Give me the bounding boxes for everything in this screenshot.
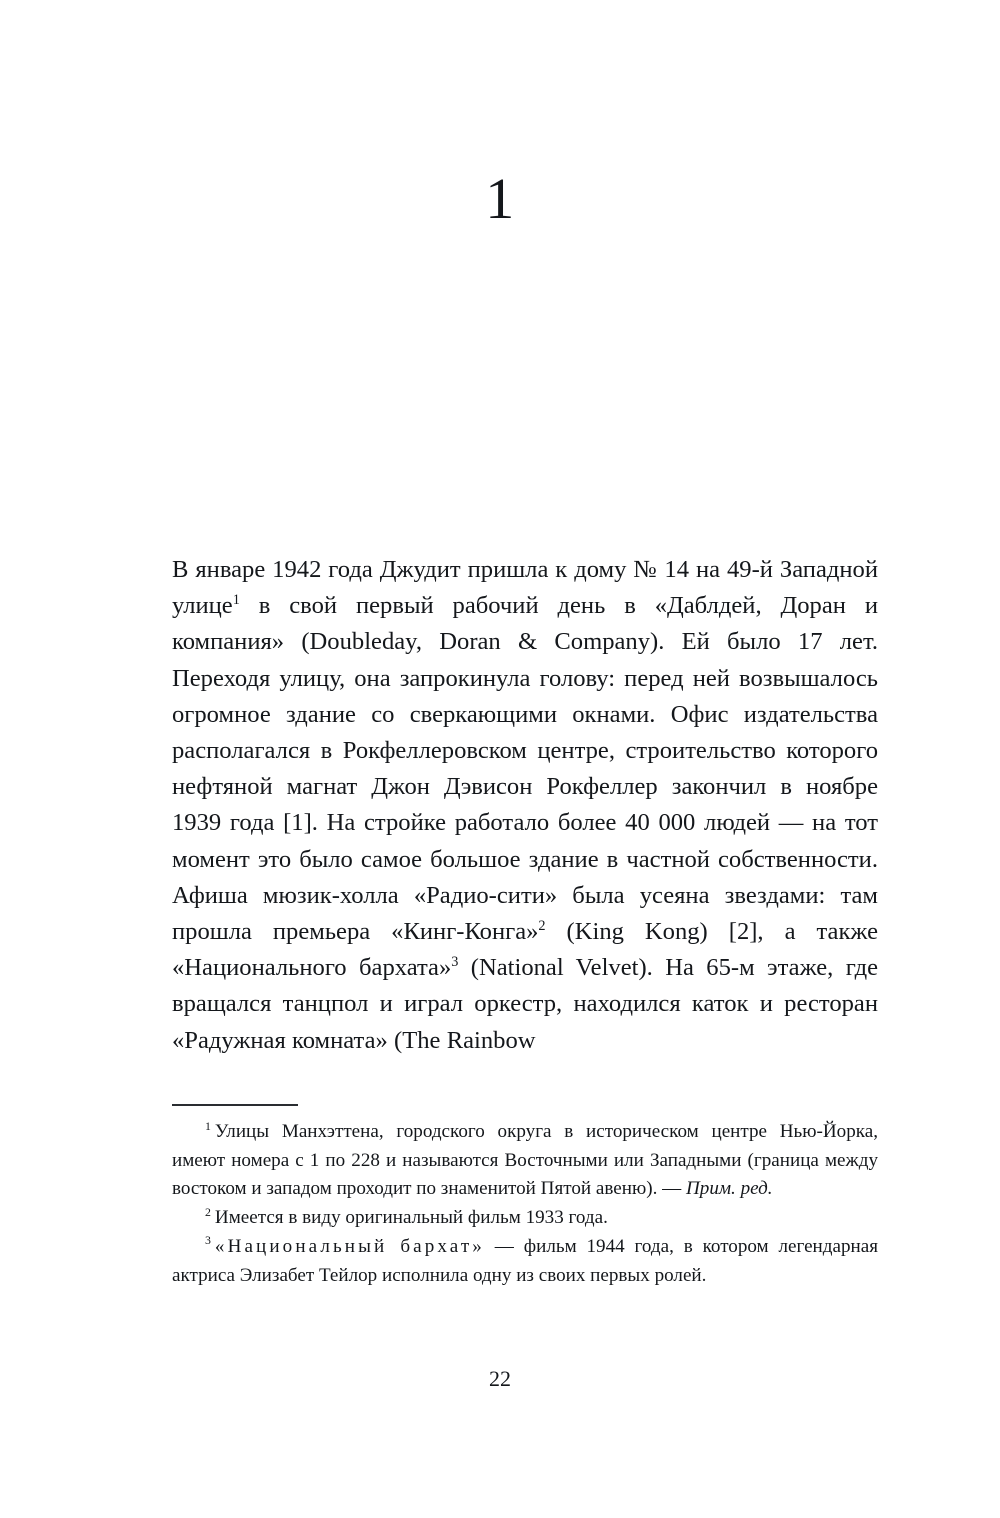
footnote-text-1: Улицы Манхэттена, городского округа в историческом центре Нью-Йорка, имеют номера с 1 по 228 и называются Восточными или Западными (граница между востоком и западом проходит по знаменитой Пятой авеню). — <box>172 1121 878 1200</box>
body-text-segment-3: (King Kong) [2], а также «Национального бархата» <box>172 918 878 982</box>
footnote-marker-1[interactable]: 1 <box>232 592 240 609</box>
footnote-item-2 <box>172 1204 878 1233</box>
chapter-number: 1 <box>485 166 515 231</box>
footnote-marker-2[interactable]: 2 <box>538 917 546 934</box>
footnote-item-1 <box>172 1118 878 1204</box>
footnote-film-title-3: «Национальный бархат» <box>214 1235 485 1257</box>
body-text-segment-1: В январе 1942 года Джудит пришла к дому № 14 на 49-й Западной улице <box>172 556 878 620</box>
footnote-marker-3[interactable]: 3 <box>451 954 459 971</box>
footnote-editor-note-1: Прим. ред. <box>685 1178 773 1200</box>
footnote-text-3: — фильм 1944 года, в котором легендарная актриса Элизабет Тейлор исполнила одну из своих первых ролей. <box>172 1235 878 1286</box>
footnote-number-2: 2 <box>205 1204 211 1219</box>
footnote-separator-rule <box>172 1104 298 1106</box>
page-number: 22 <box>489 1366 511 1391</box>
footnote-item-3 <box>172 1233 878 1290</box>
footnote-number-1: 1 <box>205 1118 211 1133</box>
footnotes-section <box>172 1104 878 1290</box>
footnote-text-2: Имеется в виду оригинальный фильм 1933 года. <box>214 1207 608 1229</box>
body-text-segment-2: в свой первый рабочий день в «Даблдей, Доран и компания» (Doubleday, Doran & Company). Ей было 17 лет. Переходя улицу, она запрокинула голову: перед ней возвышалось огромное здание со сверкающими окнами. Офис издательства располагался в Рокфеллеровском центре, строительство которого нефтяной магнат Джон Дэвисон Рокфеллер закончил в ноябре 1939 года [1]. На стройке работало более 40 000 людей — на тот момент это было самое большое здание в частной собственности. Афиша мюзик-холла «Радио-сити» была усеяна звездами: там прошла премьера «Кинг-Конга» <box>172 592 878 946</box>
body-text-block <box>172 552 878 1059</box>
footnote-number-3: 3 <box>205 1233 211 1248</box>
body-paragraph <box>172 552 878 1059</box>
body-text-segment-4: (National Velvet). На 65-м этаже, где вращался танцпол и играл оркестр, находился каток и ресторан «Радужная комната» (The Rainbow <box>172 954 879 1054</box>
